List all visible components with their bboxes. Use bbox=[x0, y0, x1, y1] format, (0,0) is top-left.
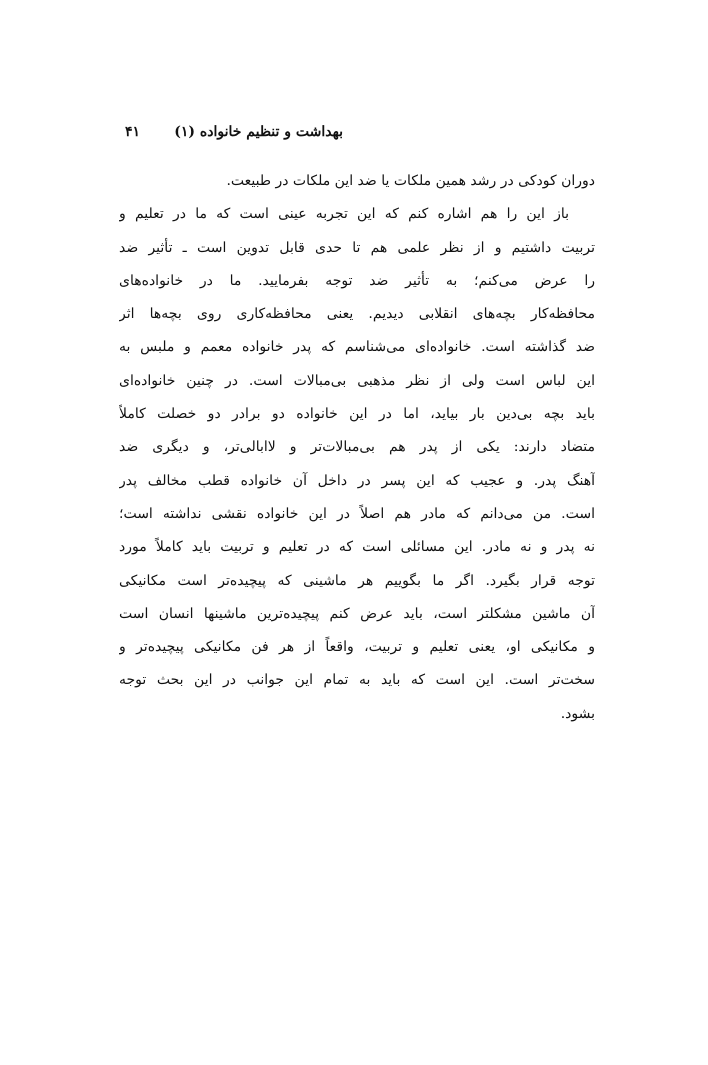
text-line: محافظه‌کار بچه‌های انقلابی دیدیم. یعنی محافظه‌کاری روی بچه‌ها اثر bbox=[119, 306, 595, 323]
text-line: آهنگ پدر. و عجیب که این پسر در داخل آن خانواده قطب مخالف پدر bbox=[119, 472, 595, 489]
text-line: توجه قرار بگیرد. اگر ما بگوییم هر ماشینی که پیچیده‌تر است مکانیکی bbox=[119, 572, 595, 589]
text-line: این لباس است ولی از نظر مذهبی بی‌مبالات است. در چنین خانواده‌ای bbox=[119, 372, 595, 389]
text-line: و مکانیکی او، یعنی تعلیم و تربیت، واقعاً از هر فن مکانیکی پیچیده‌تر و bbox=[119, 639, 595, 656]
text-line: باید بچه بی‌دین بار بیاید، اما در این خانواده دو برادر دو خصلت کاملاً bbox=[119, 406, 595, 423]
text-line: ضد گذاشته است. خانواده‌ای می‌شناسم که پدر خانواده معمم و ملبس به bbox=[119, 339, 595, 356]
text-line: را عرض می‌کنم؛ به تأثیر ضد توجه بفرمایید. ما در خانواده‌های bbox=[119, 272, 595, 289]
text-line: سخت‌تر است. این است که باید به تمام این جوانب در این بحث توجه bbox=[119, 672, 595, 689]
body-text bbox=[119, 165, 595, 731]
text-line: متضاد دارند: یکی از پدر هم بی‌مبالات‌تر و لاابالی‌تر، و دیگری ضد bbox=[119, 439, 595, 456]
page-number: ۴۱ bbox=[125, 124, 141, 140]
text-line: آن ماشین مشکلتر است، باید عرض کنم پیچیده‌ترین ماشینها انسان است bbox=[119, 605, 595, 622]
text-line: باز این را هم اشاره کنم که این تجربه عینی است که ما در تعلیم و bbox=[119, 206, 569, 223]
text-line: دوران کودکی در رشد همین ملکات یا ضد این ملکات در طبیعت. bbox=[226, 173, 595, 189]
text-line: تربیت داشتیم و از نظر علمی هم تا حدی قابل تدوین است ـ تأثیر ضد bbox=[119, 239, 595, 256]
text-line: است. من می‌دانم که مادر هم اصلاً در این خانواده نقشی نداشته است؛ bbox=[119, 505, 595, 522]
text-line: نه پدر و نه مادر. این مسائلی است که در تعلیم و تربیت باید کاملاً مورد bbox=[119, 539, 595, 556]
chapter-title: بهداشت و تنظیم خانواده (۱) bbox=[174, 124, 343, 140]
text-line: بشود. bbox=[560, 705, 595, 722]
running-header bbox=[125, 119, 343, 145]
